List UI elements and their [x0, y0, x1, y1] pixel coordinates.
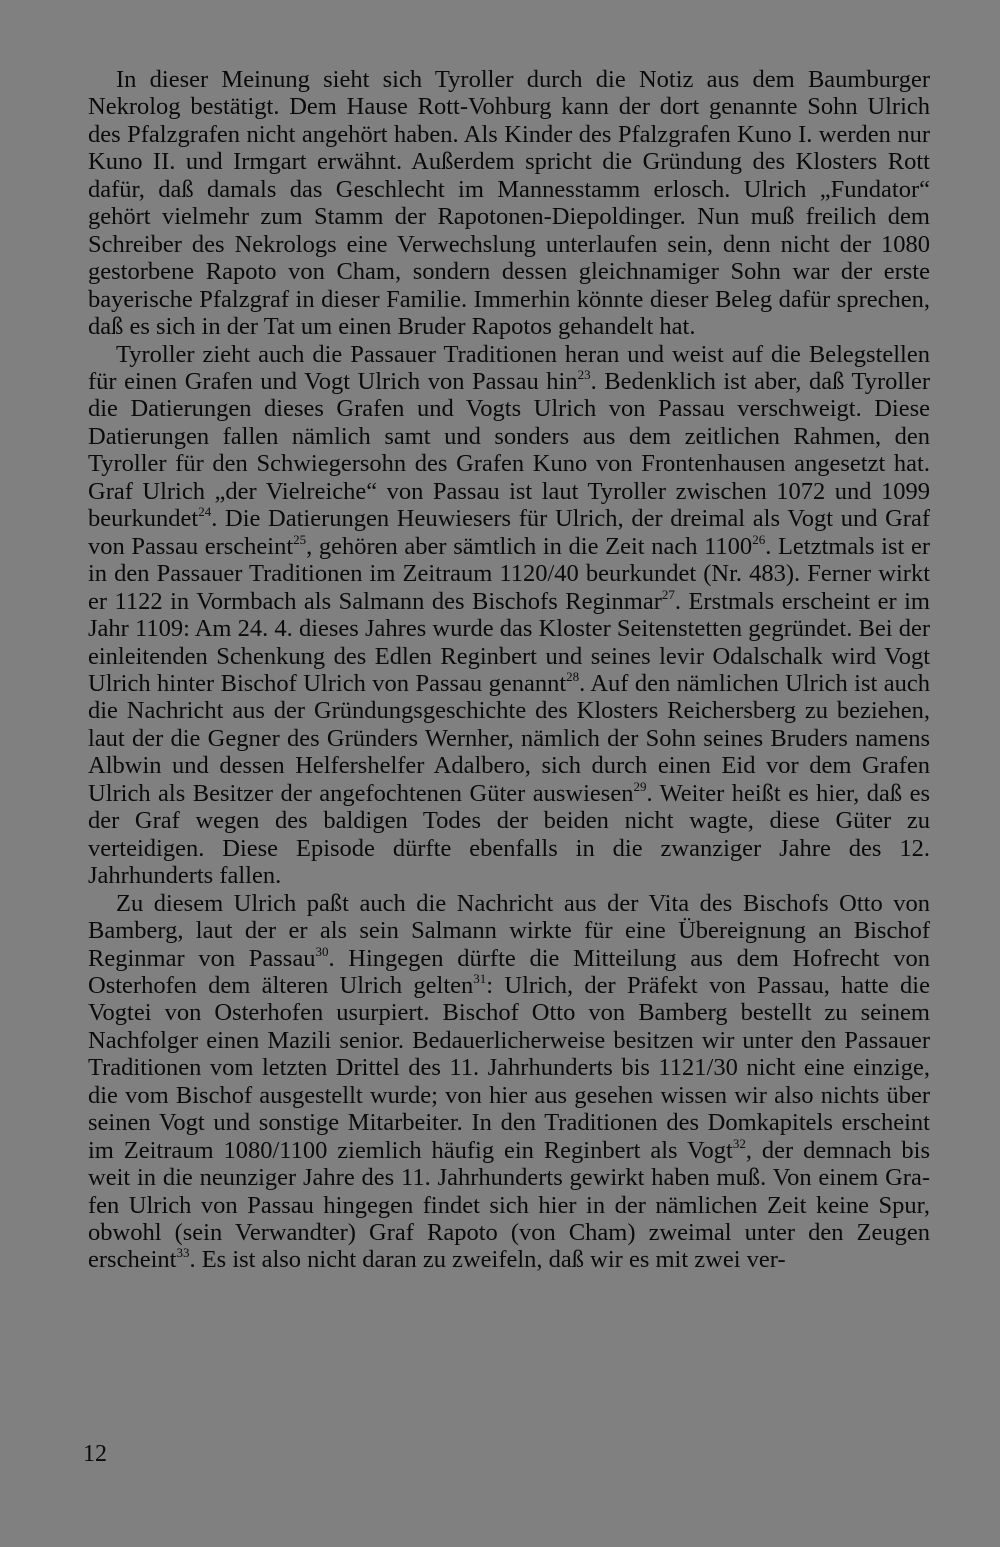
text-run: Zu diesem Ulrich paßt auch die Nachricht aus der Vita des Bischofs Otto von Bamberg, laut der er als sein Salmann wirkte für eine Übereignung an Bischof Reginmar von Passau — [88, 889, 930, 972]
footnote-ref: 23 — [577, 366, 591, 382]
footnote-ref: 27 — [661, 586, 675, 602]
paragraph-2 — [88, 341, 930, 890]
footnote-ref: 24 — [198, 504, 212, 520]
footnote-ref: 32 — [732, 1135, 746, 1151]
text-run: : Ulrich, der Präfekt von Passau, hatte die Vogtei von Osterhofen usurpiert. Bischof Otto von Bamberg bestellt zu seinem Nachfolger einen Mazili senior. Bedauerlicherweise besitzen wir unter den Passauer Traditionen vom letzten Drittel des 11. Jahrhunderts bis 1121/30 nicht eine einzige, die vom Bischof ausgestellt wurde; von hier aus gesehen wissen wir also nichts über seinen Vogt und sonstige Mitarbeiter. In den Traditionen des Domkapitels erscheint im Zeitraum 1080/1100 ziemlich häufig ein Reginbert als Vogt — [88, 971, 930, 1164]
footnote-ref: 29 — [633, 778, 647, 794]
footnote-ref: 25 — [293, 531, 307, 547]
text-run: . Erstmals erscheint er im Jahr 1109: Am 24. 4. dieses Jahres wurde das Kloster Seitenstetten gegründet. Bei der einleitenden Schenkung des Edlen Reginbert und seines levir Odalschalk wird Vogt Ulrich hinter Bischof Ulrich von Passau genannt — [88, 587, 930, 697]
text-run: . Es ist also nicht daran zu zweifeln, daß wir es mit zwei ver- — [189, 1246, 786, 1274]
paragraph-3 — [88, 890, 930, 1274]
paragraph-1 — [88, 66, 930, 341]
text-run: . Hingegen dürfte die Mitteilung aus dem Hofrecht von Osterhofen dem älteren Ulrich gelten — [88, 944, 930, 999]
text-run: , gehören aber sämtlich in die Zeit nach 1100 — [306, 532, 753, 560]
text-run: . Bedenklich ist aber, daß Tyroller die Datierungen dieses Grafen und Vogts Ulrich von Passau verschweigt. Diese Datierungen fallen nämlich samt und sonders aus dem zeitlichen Rahmen, den Tyroller für den Schwiegersohn des Grafen Kuno von Frontenhausen angesetzt hat. Graf Ulrich „der Vielreiche“ von Passau ist laut Tyroller zwischen 1072 und 1099 beurkundet — [88, 367, 930, 533]
footnote-ref: 33 — [176, 1245, 190, 1261]
footnote-ref: 30 — [315, 943, 329, 959]
footnote-ref: 31 — [473, 970, 487, 986]
text-run: . Letztmals ist er in den Passauer Traditionen im Zeitraum 1120/40 beurkundet (Nr. 483). Ferner wirkt er 1122 in Vormbach als Salmann des Bischofs Reginmar — [88, 532, 930, 615]
text-run: Tyroller zieht auch die Passauer Traditionen heran und weist auf die Belegstellen für einen Grafen und Vogt Ulrich von Passau hin — [88, 340, 930, 395]
text-run: . Auf den nämlichen Ulrich ist auch die Nachricht aus der Gründungsgeschichte des Klosters Reichersberg zu beziehen, laut der die Gegner des Gründers Wernher, nämlich der Sohn seines Bruders namens Albwin und dessen Helfershelfer Adalbero, sich durch einen Eid vor dem Grafen Ulrich als Besitzer der angefochtenen Güter auswiesen — [88, 669, 931, 807]
text-run: In dieser Meinung sieht sich Tyroller durch die Notiz aus dem Baumburger Nekrolog bestätigt. Dem Hause Rott-Vohburg kann der dort genannte Sohn Ulrich des Pfalzgrafen nicht angehört haben. Als Kinder des Pfalzgrafen Kuno I. werden nur Kuno II. und Irmgart erwähnt. Außerdem spricht die Gründung des Klosters Rott dafür, daß damals das Geschlecht im Mannesstamm erlosch. Ulrich „Fundator“ gehört vielmehr zum Stamm der Rapotonen-Diepoldinger. Nun muß freilich dem Schreiber des Nekrologs eine Verwechslung unterlaufen sein, denn nicht der 1080 gestorbene Rapoto von Cham, sondern dessen gleichnamiger Sohn war der erste bayerische Pfalzgraf in dieser Familie. Immerhin könnte dieser Beleg dafür sprechen, daß es sich in der Tat um einen Bruder Rapotos gehandelt hat. — [88, 66, 930, 341]
text-run: . Weiter heißt es hier, daß es der Graf wegen des baldigen Todes der beiden nicht wagte, diese Güter zu verteidigen. Diese Episode dürfte ebenfalls in die zwanziger Jahre des 12. Jahrhunderts fallen. — [88, 779, 931, 890]
page-body — [88, 66, 930, 1274]
text-run: . Die Datierungen Heuwiesers für Ulrich, der dreimal als Vogt und Graf von Passau erscheint — [88, 505, 930, 560]
text-run: , der demnach bis weit in die neunziger Jahre des 11. Jahrhunderts gewirkt haben muß. Von einem Grafen Ulrich von Passau hingegen findet sich hier in der nämlichen Zeit keine Spur, obwohl (sein Verwandter) Graf Rapoto (von Cham) zweimal unter den Zeugen erscheint — [88, 1136, 930, 1274]
page-number: 12 — [83, 1441, 107, 1467]
footnote-ref: 28 — [566, 668, 580, 684]
footnote-ref: 26 — [752, 531, 766, 547]
